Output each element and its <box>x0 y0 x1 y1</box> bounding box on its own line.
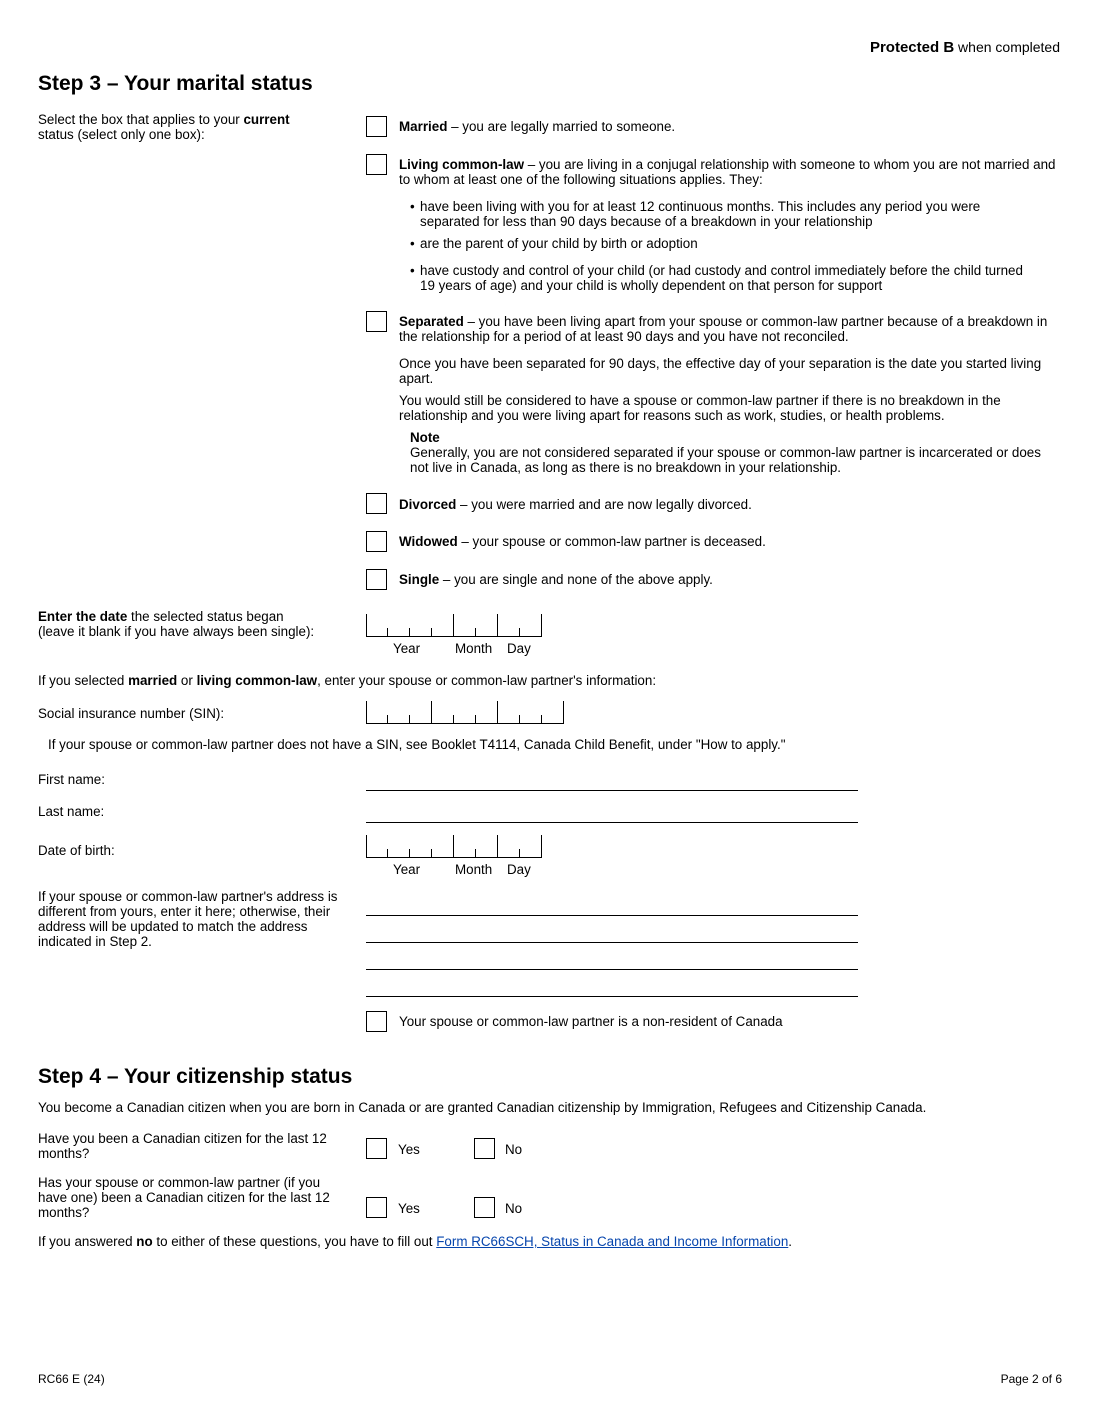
sin-field[interactable] <box>366 701 564 724</box>
form-code: RC66 E (24) <box>38 1372 105 1386</box>
last-name-field[interactable] <box>366 822 858 823</box>
widowed-checkbox[interactable] <box>366 531 387 552</box>
married-checkbox[interactable] <box>366 116 387 137</box>
status-date-field[interactable] <box>366 614 542 637</box>
common-law-checkbox[interactable] <box>366 154 387 175</box>
step4-title: Step 4 – Your citizenship status <box>38 1065 353 1088</box>
month-label: Month <box>455 641 493 656</box>
separated-checkbox[interactable] <box>366 311 387 332</box>
bullet-item: • have been living with you for at least 12 continuous months. This includes any period you were separated for less than 90 days because of a breakdown in your relationship <box>410 199 981 229</box>
q1-no-label: No <box>505 1142 523 1157</box>
step3-title: Step 3 – Your marital status <box>38 72 313 95</box>
select-instruction: Select the box that applies to your current status (select only one box): <box>38 112 290 142</box>
address-instruction: If your spouse or common-law partner's address is different from yours, enter it here; otherwise, their address will be updated to match the address indicated in Step 2. <box>38 889 338 949</box>
year-label: Year <box>393 862 421 877</box>
separated-note: Note Generally, you are not considered separated if your spouse or common-law partner is incarcerated or does not live in Canada, as long as there is no breakdown in your relationship. <box>410 430 1041 475</box>
first-name-label: First name: <box>38 772 105 787</box>
common-law-option-label: Living common-law – you are living in a conjugal relationship with someone to whom you are not married and to whom at least one of the following situations applies. They: <box>399 157 1056 187</box>
bullet-item: • are the parent of your child by birth or adoption <box>410 236 698 251</box>
citizenship-question-2: Has your spouse or common-law partner (if you have one) been a Canadian citizen for the last 12 months? <box>38 1175 330 1220</box>
non-resident-checkbox[interactable] <box>366 1011 387 1032</box>
widowed-option-label: Widowed – your spouse or common-law partner is deceased. <box>399 534 766 549</box>
citizenship-intro: You become a Canadian citizen when you are born in Canada or are granted Canadian citizenship by Immigration, Refugees and Citizenship Canada. <box>38 1100 927 1115</box>
month-label: Month <box>455 862 493 877</box>
separated-option-label: Separated – you have been living apart from your spouse or common-law partner because of a breakdown in the relationship for a period of at least 90 days and you have not reconciled. <box>399 314 1048 344</box>
q2-yes-checkbox[interactable] <box>366 1197 387 1218</box>
divorced-option-label: Divorced – you were married and are now legally divorced. <box>399 497 752 512</box>
answer-instruction: If you answered no to either of these questions, you have to fill out Form RC66SCH, Status in Canada and Income Information. <box>38 1234 793 1249</box>
address-line-4[interactable] <box>366 996 858 997</box>
day-label: Day <box>507 862 531 877</box>
q1-yes-checkbox[interactable] <box>366 1138 387 1159</box>
rc66sch-form-link[interactable]: Form RC66SCH, Status in Canada and Income Information <box>436 1234 789 1249</box>
q1-no-checkbox[interactable] <box>474 1138 495 1159</box>
bullet-item: • have custody and control of your child (or had custody and control immediately before the child turned 19 years of age) and your child is wholly dependent on that person for support <box>410 263 1023 293</box>
year-label: Year <box>393 641 421 656</box>
sin-note: If your spouse or common-law partner does not have a SIN, see Booklet T4114, Canada Child Benefit, under "How to apply." <box>48 737 786 752</box>
dob-label: Date of birth: <box>38 843 115 858</box>
q2-yes-label: Yes <box>398 1201 420 1216</box>
citizenship-question-1: Have you been a Canadian citizen for the last 12 months? <box>38 1131 327 1161</box>
separated-paragraph: Once you have been separated for 90 days, the effective day of your separation is the date you started living apart. <box>399 356 1042 386</box>
page-number: Page 2 of 6 <box>1000 1372 1062 1386</box>
spouse-info-instruction: If you selected married or living common-law, enter your spouse or common-law partner's information: <box>38 673 657 688</box>
q1-yes-label: Yes <box>398 1142 420 1157</box>
day-label: Day <box>507 641 531 656</box>
married-option-label: Married – you are legally married to someone. <box>399 119 676 134</box>
separated-paragraph: You would still be considered to have a spouse or common-law partner if there is no breakdown in the relationship and you were living apart for reasons such as work, studies, or health problems. <box>399 393 1001 423</box>
first-name-field[interactable] <box>366 790 858 791</box>
divorced-checkbox[interactable] <box>366 493 387 514</box>
single-checkbox[interactable] <box>366 569 387 590</box>
q2-no-checkbox[interactable] <box>474 1197 495 1218</box>
dob-field[interactable] <box>366 835 542 858</box>
address-line-2[interactable] <box>366 942 858 943</box>
single-option-label: Single – you are single and none of the above apply. <box>399 572 713 587</box>
protected-b-notice: Protected B when completed <box>869 39 1060 56</box>
status-date-label: Enter the date the selected status began (leave it blank if you have always been single): <box>38 609 315 639</box>
non-resident-label: Your spouse or common-law partner is a non-resident of Canada <box>399 1014 783 1029</box>
address-line-1[interactable] <box>366 915 858 916</box>
last-name-label: Last name: <box>38 804 105 819</box>
q2-no-label: No <box>505 1201 523 1216</box>
sin-label: Social insurance number (SIN): <box>38 706 225 721</box>
address-line-3[interactable] <box>366 969 858 970</box>
